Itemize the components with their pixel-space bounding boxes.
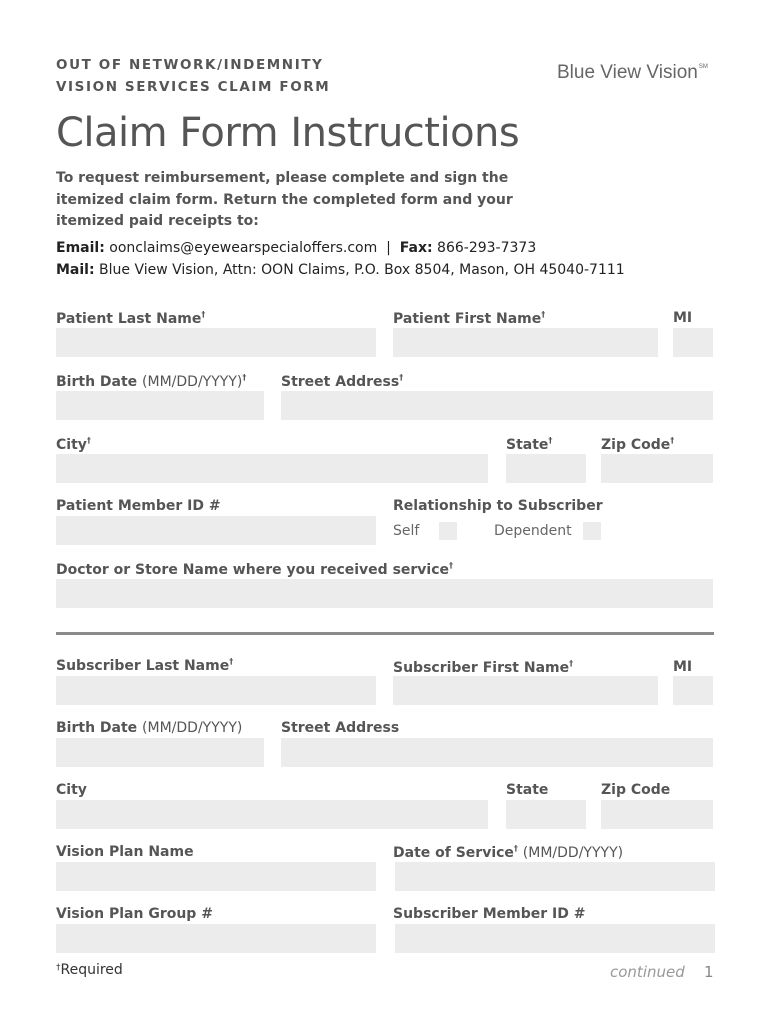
contact-separator: | [386, 240, 391, 256]
patient-state-field[interactable] [506, 454, 586, 483]
subscriber-street-label: Street Address [281, 720, 400, 736]
subscriber-first-name-label: Subscriber First Name† [393, 659, 574, 676]
required-note: †Required [56, 962, 123, 978]
subscriber-city-field[interactable] [56, 800, 488, 829]
form-header [56, 54, 330, 98]
vision-plan-group-label: Vision Plan Group # [56, 906, 213, 922]
page-number: 1 [704, 963, 714, 981]
patient-birth-date-field[interactable] [56, 391, 264, 420]
continued-note: continued [610, 963, 685, 981]
mail-label: Mail: [56, 262, 95, 278]
relationship-dependent-label: Dependent [494, 523, 572, 539]
subscriber-member-id-field[interactable] [395, 924, 715, 953]
relationship-label: Relationship to Subscriber [393, 498, 603, 514]
brand-name: Blue View Vision [557, 62, 698, 83]
subscriber-mi-label: MI [673, 659, 693, 675]
form-header-line2: VISION SERVICES CLAIM FORM [56, 79, 331, 95]
email-address[interactable]: oonclaims@eyewearspecialoffers.com [109, 240, 378, 256]
subscriber-birth-date-field[interactable] [56, 738, 264, 767]
subscriber-first-name-field[interactable] [393, 676, 658, 705]
patient-mi-label: MI [673, 310, 693, 326]
relationship-self-label: Self [393, 523, 420, 539]
relationship-dependent-checkbox[interactable] [583, 522, 601, 540]
patient-street-field[interactable] [281, 391, 713, 420]
date-of-service-label: Date of Service† (MM/DD/YYYY) [393, 844, 624, 861]
doctor-store-label: Doctor or Store Name where you received service† [56, 561, 454, 578]
email-label: Email: [56, 240, 105, 256]
subscriber-birth-date-label: Birth Date (MM/DD/YYYY) [56, 720, 243, 736]
fax-label: Fax: [399, 240, 433, 256]
mail-address: Blue View Vision, Attn: OON Claims, P.O. Box 8504, Mason, OH 45040-7111 [99, 262, 625, 278]
form-header-line1: OUT OF NETWORK/INDEMNITY [56, 57, 324, 73]
patient-street-label: Street Address† [281, 373, 404, 390]
subscriber-last-name-label: Subscriber Last Name† [56, 657, 234, 674]
patient-city-label: City† [56, 436, 91, 453]
patient-last-name-field[interactable] [56, 328, 376, 357]
subscriber-last-name-field[interactable] [56, 676, 376, 705]
patient-last-name-label: Patient Last Name† [56, 310, 206, 327]
patient-zip-label: Zip Code† [601, 436, 675, 453]
subscriber-member-id-label: Subscriber Member ID # [393, 906, 586, 922]
subscriber-state-label: State [506, 782, 549, 798]
subscriber-street-field[interactable] [281, 738, 713, 767]
brand-logo [557, 62, 708, 84]
subscriber-zip-field[interactable] [601, 800, 713, 829]
patient-birth-date-label: Birth Date (MM/DD/YYYY)† [56, 373, 247, 390]
patient-first-name-field[interactable] [393, 328, 658, 357]
date-of-service-field[interactable] [395, 862, 715, 891]
doctor-store-field[interactable] [56, 579, 713, 608]
vision-plan-group-field[interactable] [56, 924, 376, 953]
patient-member-id-field[interactable] [56, 516, 376, 545]
vision-plan-name-label: Vision Plan Name [56, 844, 194, 860]
subscriber-city-label: City [56, 782, 87, 798]
vision-plan-name-field[interactable] [56, 862, 376, 891]
page-title: Claim Form Instructions [56, 110, 520, 156]
subscriber-zip-label: Zip Code [601, 782, 671, 798]
patient-mi-field[interactable] [673, 328, 713, 357]
patient-city-field[interactable] [56, 454, 488, 483]
patient-first-name-label: Patient First Name† [393, 310, 546, 327]
intro-text: To request reimbursement, please complete and sign the itemized claim form. Return the completed form and your itemized paid receipts to: [56, 170, 513, 229]
relationship-self-checkbox[interactable] [439, 522, 457, 540]
patient-member-id-label: Patient Member ID # [56, 498, 221, 514]
patient-state-label: State† [506, 436, 553, 453]
contact-line-email-fax [56, 240, 536, 256]
fax-number: 866-293-7373 [437, 240, 537, 256]
subscriber-state-field[interactable] [506, 800, 586, 829]
section-divider [56, 632, 714, 635]
subscriber-mi-field[interactable] [673, 676, 713, 705]
brand-service-mark: SM [698, 64, 708, 70]
patient-zip-field[interactable] [601, 454, 713, 483]
contact-line-mail [56, 262, 625, 278]
